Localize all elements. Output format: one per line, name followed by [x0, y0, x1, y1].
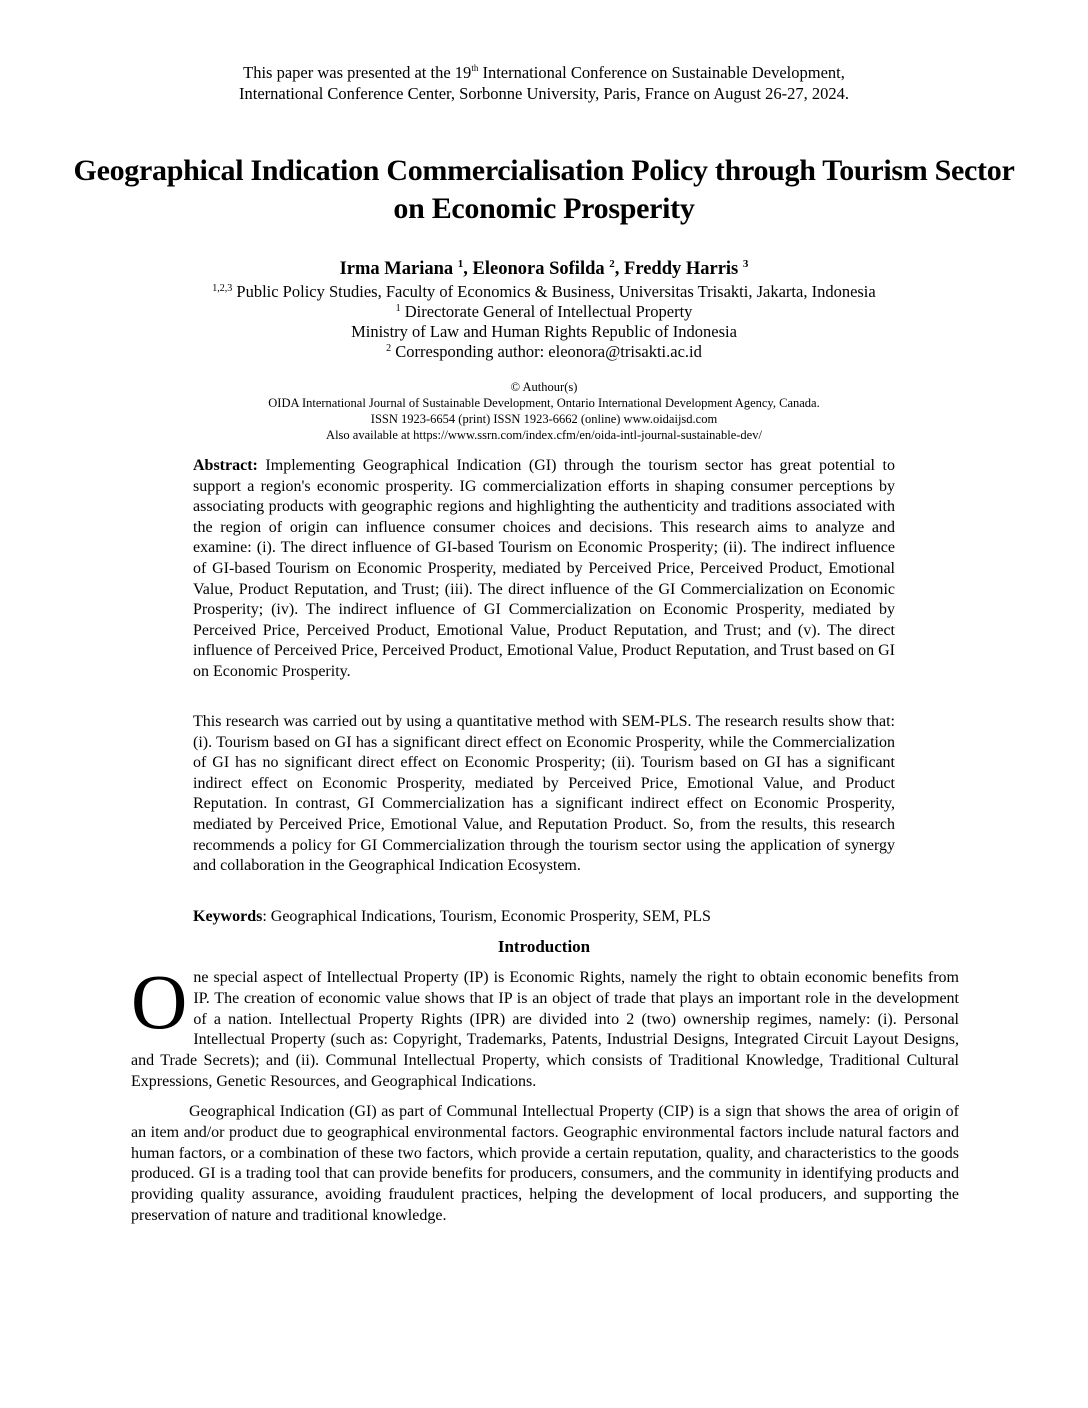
- conference-note: [0, 62, 1088, 104]
- conference-note-line1: This paper was presented at the 19th International Conference on Sustainable Development,: [243, 63, 845, 82]
- affiliation-line: $^1$ Directorate General of Intellectual Property: [395, 302, 693, 321]
- author-name: Freddy Harris: [624, 259, 739, 279]
- keywords: Keywords: Geographical Indications, Tourism, Economic Prosperity, SEM, PLS: [193, 908, 711, 925]
- affiliation-line: $^{1,2,3}$ Public Policy Studies, Faculty of Economics & Business, Universitas Trisakti, Jakarta, Indonesia: [212, 282, 876, 301]
- author-list: Irma Mariana $^1$, Eleonora Sofilda $^2$, Freddy Harris $^3$: [339, 258, 749, 279]
- introduction-paragraph-2: Geographical Indication (GI) as part of Communal Intellectual Property (CIP) is a sign that shows the area of origin of an item and/or product due to geographical environmental factors. Geographic environmental factors include natural factors and human factors, or a combination of these two factors, which provide a certain reputation, quality, and characteristics to the goods produced. GI is a trading tool that can provide benefits for producers, consumers, and the community in identifying products and providing quality assurance, avoiding fraudulent practices, helping the development of local producers, and supporting the preservation of nature and traditional knowledge.: [131, 1103, 959, 1224]
- copyright-line: © Authour(s): [510, 380, 578, 394]
- affiliation-line: Ministry of Law and Human Rights Republic of Indonesia: [351, 322, 737, 341]
- abstract-paragraph-2: This research was carried out by using a quantitative method with SEM-PLS. The research results show that: (i). Tourism based on GI has a significant direct effect on Economic Prosperity, while the Commercialization of GI has no significant direct effect on Economic Prosperity; (ii). Tourism based on GI has a significant indirect effect on Economic Prosperity, mediated by Perceived Price, Emotional Value, and Product Reputation. In contrast, GI Commercialization has a significant indirect effect on Economic Prosperity, mediated by Perceived Price, Emotional Value, and Reputation Product. So, from the results, this research recommends a policy for GI Commercialization through the tourism sector using the application of synergy and collaboration in the Geographical Indication Ecosystem.: [193, 713, 895, 875]
- author-name: Eleonora Sofilda: [472, 259, 605, 279]
- conference-note-line2: International Conference Center, Sorbonne University, Paris, France on August 26-27, 2024.: [238, 84, 849, 103]
- drop-cap: O: [131, 958, 188, 1045]
- issn-line: ISSN 1923-6654 (print) ISSN 1923-6662 (online) www.oidaijsd.com: [370, 412, 718, 426]
- availability-line: Also available at https://www.ssrn.com/index.cfm/en/oida-intl-journal-sustainable-dev/: [326, 428, 762, 442]
- section-heading-introduction: Introduction: [497, 937, 591, 956]
- abstract-paragraph-1: Abstract: Implementing Geographical Indication (GI) through the tourism sector has great potential to support a region's economic prosperity. IG commercialization efforts in shaping consumer perceptions by associating products with geographic regions and highlighting the authenticity and traditions associated with the region of origin can influence consumer choices and decisions. This research aims to analyze and examine: (i). The direct influence of GI-based Tourism on Economic Prosperity; (ii). The indirect influence of GI-based Tourism on Economic Prosperity, mediated by Perceived Price, Perceived Product, Emotional Value, Product Reputation, and Trust; (iii). The direct influence of the GI Commercialization on Economic Prosperity; (iv). The indirect influence of GI Commercialization on Economic Prosperity, mediated by Perceived Price, Perceived Product, Emotional Value, Product Reputation, and Trust; and (v). The direct influence of Perceived Price, Perceived Product, Emotional Value, Product Reputation, and Trust based on GI on Economic Prosperity.: [193, 457, 895, 680]
- paper-title: Geographical Indication Commercialisation Policy through Tourism Sector on Economic Prosperity: [73, 154, 1015, 225]
- corresponding-author: $^2$ Corresponding author: eleonora@trisakti.ac.id: [386, 342, 702, 361]
- keywords-label: Keywords: [193, 908, 263, 925]
- abstract-label: Abstract:: [193, 457, 258, 474]
- author-name: Irma Mariana: [339, 259, 454, 279]
- journal-name: OIDA International Journal of Sustainable Development, Ontario International Development Agency, Canada.: [268, 396, 820, 410]
- introduction-paragraph-1: One special aspect of Intellectual Property (IP) is Economic Rights, namely the right to obtain economic benefits from IP. The creation of economic value shows that IP is an object of trade that plays an important role in the development of a nation. Intellectual Property Rights (IPR) are divided into 2 (two) ownership regimes, namely: (i). Personal Intellectual Property (such as: Copyright, Trademarks, Patents, Industrial Designs, Integrated Circuit Layout Designs, and Trade Secrets); and (ii). Communal Intellectual Property, which consists of Traditional Knowledge, Traditional Cultural Expressions, Genetic Resources, and Geographical Indications.: [131, 958, 959, 1090]
